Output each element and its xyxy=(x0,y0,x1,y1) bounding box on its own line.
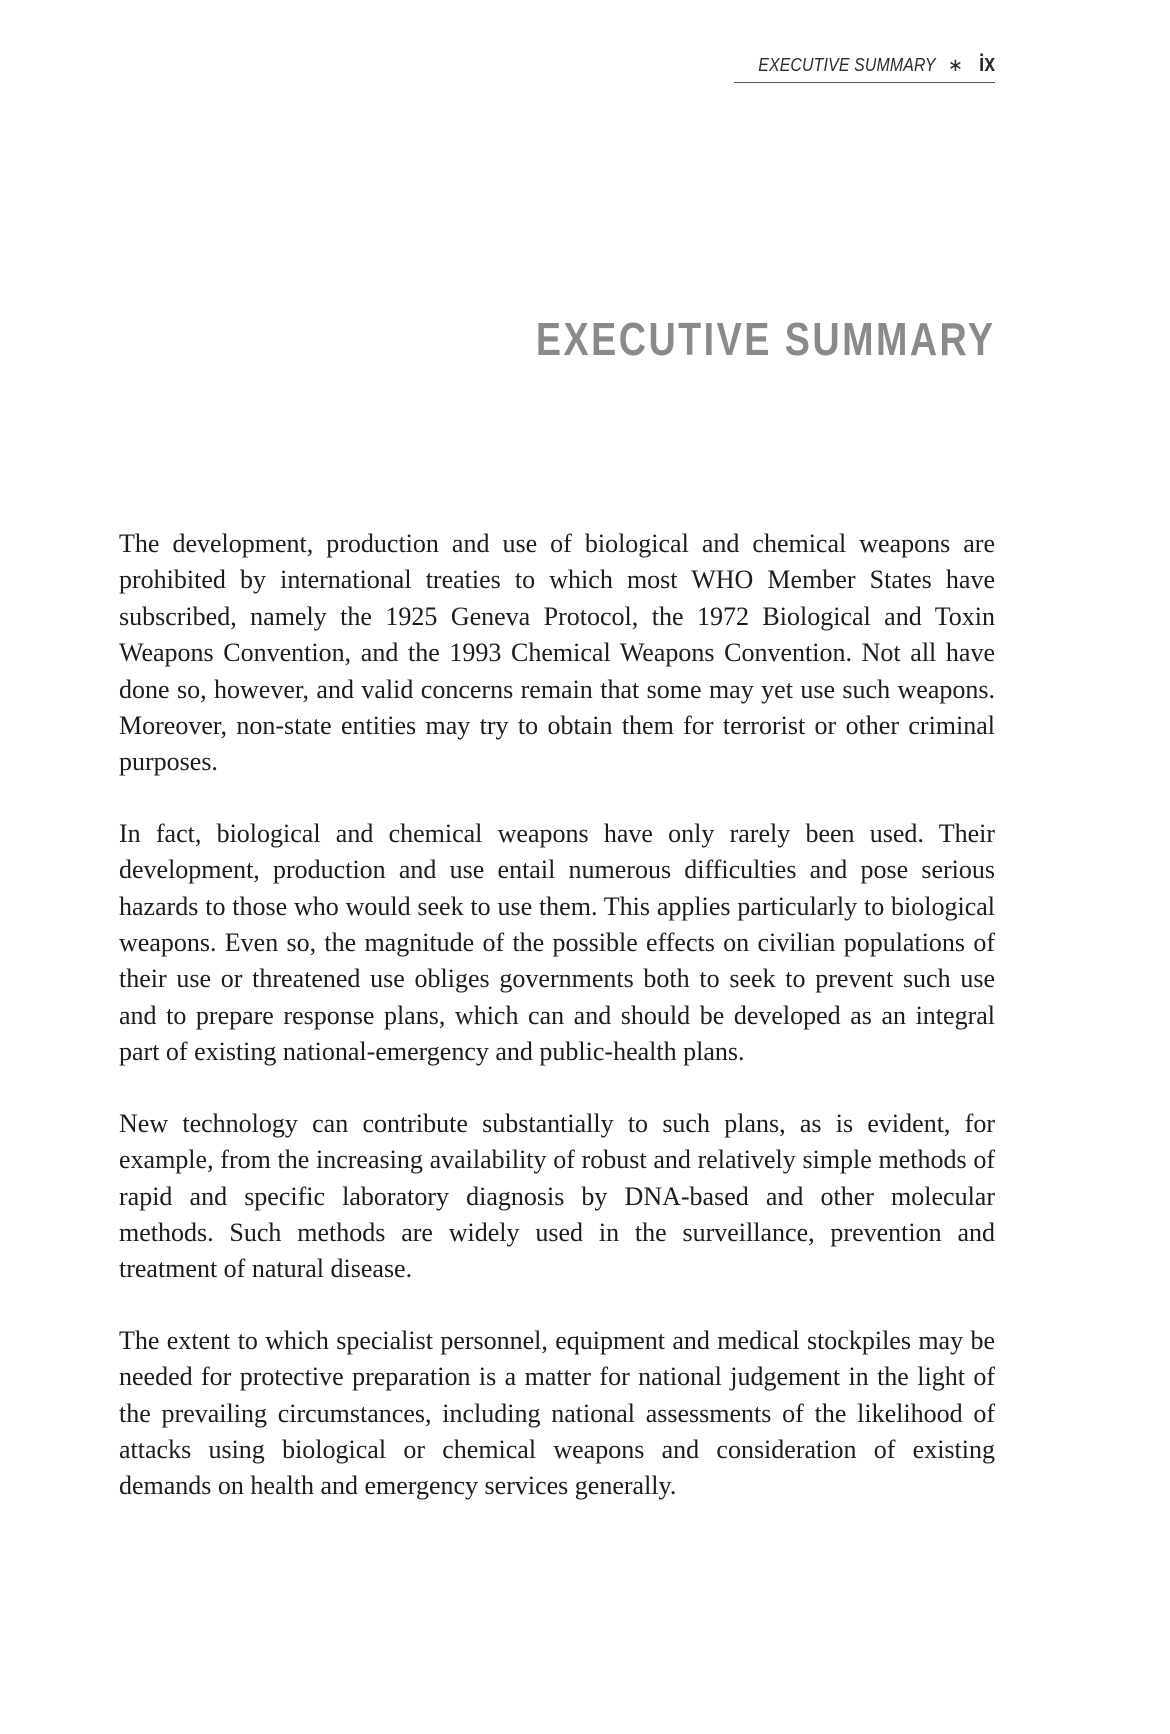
paragraph-2: In fact, biological and chemical weapons have only rarely been used. Their development, production and use entail numerous difficulties and pose serious hazards to those who would seek to use them. This applies particularly to biological weapons. Even so, the magnitude of the possible effects on civilian populations of their use or threatened use obliges governments both to seek to prevent such use and to prepare response plans, which can and should be developed as an integral part of existing national-emergency and public-health plans. xyxy=(119,818,995,1067)
page-number: ix xyxy=(978,50,995,77)
paragraph-1: The development, production and use of biological and chemical weapons are prohibited by international treaties to which most WHO Member States have subscribed, namely the 1925 Geneva Protocol, the 1972 Biological and Toxin Weapons Convention, and the 1993 Chemical Weapons Convention. Not all have done so, however, and valid concerns remain that some may yet use such weapons. Moreover, non-state entities may try to obtain them for terrorist or other criminal purposes. xyxy=(119,529,995,777)
running-head-title: EXECUTIVE SUMMARY xyxy=(758,55,936,75)
paragraph-3: New technology can contribute substantially to such plans, as is evident, for example, from the increasing availability of robust and relatively simple methods of rapid and specific laboratory diagnosis by DNA-based and other molecular methods. Such methods are widely used in the surveillance, prevention and treatment of natural disease. xyxy=(119,1108,995,1284)
paragraph-4: The extent to which specialist personnel, equipment and medical stockpiles may be needed for protective preparation is a matter for national judgement in the light of the prevailing circumstances, including national assessments of the likelihood of attacks using biological or chemical weapons and consideration of existing demands on health and emergency services generally. xyxy=(119,1325,995,1501)
running-head-separator: ∗ xyxy=(947,55,963,75)
body-text xyxy=(119,526,995,1540)
running-head xyxy=(734,50,995,83)
chapter-title: EXECUTIVE SUMMARY xyxy=(535,313,995,365)
